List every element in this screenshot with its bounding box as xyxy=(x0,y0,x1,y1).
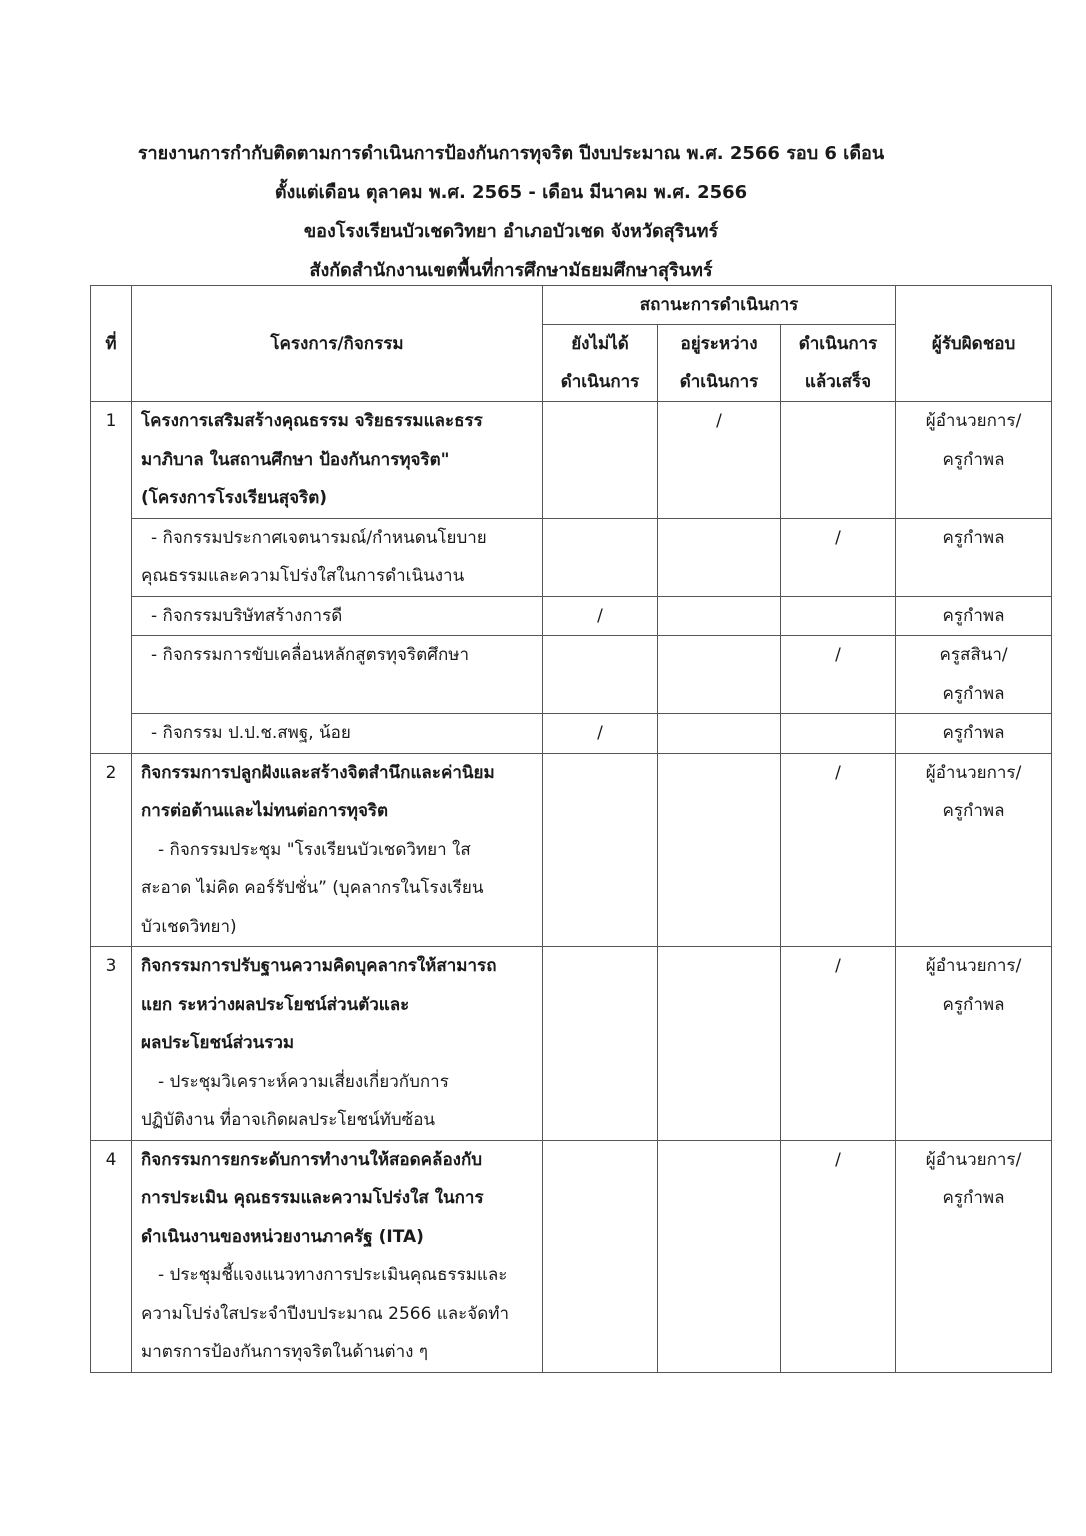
activity-line: บัวเชดวิทยา) xyxy=(141,916,237,937)
responsible-cell xyxy=(896,636,1052,714)
status-in-progress-cell xyxy=(658,518,781,596)
status-mark: / xyxy=(597,605,603,626)
responsible-line: ครูกำพล xyxy=(942,449,1005,470)
header-responsible: ผู้รับผิดชอบ xyxy=(896,286,1052,402)
activity-line: ปฏิบัติงาน ที่อาจเกิดผลประโยชน์ทับซ้อน xyxy=(141,1110,436,1130)
project-cell xyxy=(132,753,543,947)
header-not-started-line1: ยังไม่ได้ xyxy=(571,334,629,354)
status-done-cell xyxy=(781,714,896,754)
project-title-line: มาภิบาล ในสถานศึกษา ป้องกันการทุจริต" xyxy=(141,449,450,470)
row-number xyxy=(91,1140,132,1372)
project-cell xyxy=(132,1140,543,1372)
project-cell xyxy=(132,596,543,636)
report-office: สังกัดสำนักงานเขตพื้นที่การศึกษามัธยมศึกษาสุรินทร์ xyxy=(309,260,713,281)
status-not-started-cell xyxy=(543,596,658,636)
status-not-started-cell xyxy=(543,402,658,519)
status-done-cell xyxy=(781,1140,896,1372)
status-in-progress-cell xyxy=(658,636,781,714)
responsible-line: ครูกำพล xyxy=(942,527,1005,548)
responsible-cell xyxy=(896,947,1052,1141)
project-title-line: กิจกรรมการยกระดับการทำงานให้สอดคล้องกับ xyxy=(141,1149,483,1170)
activity-line: มาตรการป้องกันการทุจริตในด้านต่าง ๆ xyxy=(141,1342,428,1362)
activity-line: - ประชุมวิเคราะห์ความเสี่ยงเกี่ยวกับการ xyxy=(158,1071,449,1092)
project-title-line: โครงการเสริมสร้างคุณธรรม จริยธรรมและธรร xyxy=(141,411,483,431)
status-done-cell xyxy=(781,596,896,636)
responsible-line: ครูกำพล xyxy=(942,605,1005,626)
project-cell xyxy=(132,402,543,519)
project-title-line: กิจกรรมการปลูกฝังและสร้างจิตสำนึกและค่านิยม xyxy=(141,762,495,783)
status-done-cell xyxy=(781,636,896,714)
activity-line: - กิจกรรมการขับเคลื่อนหลักสูตรทุจริตศึกษา xyxy=(151,645,470,665)
activity-line: สะอาด ไม่คิด คอร์รัปชั่น” (บุคลากรในโรงเรียน xyxy=(141,878,484,898)
row-number-text: 3 xyxy=(105,956,117,976)
responsible-cell xyxy=(896,518,1052,596)
responsible-cell xyxy=(896,714,1052,754)
status-not-started-cell xyxy=(543,1140,658,1372)
project-title-line: การต่อต้านและไม่ทนต่อการทุจริต xyxy=(141,801,389,821)
project-title-line: การประเมิน คุณธรรมและความโปร่งใส ในการ xyxy=(141,1188,484,1208)
responsible-cell xyxy=(896,753,1052,947)
status-mark: / xyxy=(716,411,722,431)
status-mark: / xyxy=(835,762,841,783)
responsible-line: ผู้อำนวยการ/ xyxy=(925,956,1022,976)
status-in-progress-cell xyxy=(658,402,781,519)
table-row xyxy=(91,636,1052,714)
status-done-cell xyxy=(781,402,896,519)
activity-line: - กิจกรรมประกาศเจตนารมณ์/กำหนดนโยบาย xyxy=(151,527,487,548)
status-in-progress-cell xyxy=(658,753,781,947)
header-done-line2: แล้วเสร็จ xyxy=(804,372,872,392)
status-in-progress-cell xyxy=(658,947,781,1141)
header-status: สถานะการดำเนินการ xyxy=(543,286,896,325)
header-done xyxy=(781,325,896,402)
report-heading xyxy=(0,134,1022,290)
table-row xyxy=(91,402,1052,519)
project-cell xyxy=(132,636,543,714)
report-period: ตั้งแต่เดือน ตุลาคม พ.ศ. 2565 - เดือน มีนาคม พ.ศ. 2566 xyxy=(274,182,748,203)
header-in-progress xyxy=(658,325,781,402)
status-mark: / xyxy=(835,645,841,665)
status-mark: / xyxy=(835,527,841,548)
status-mark: / xyxy=(835,956,841,976)
header-no: ที่ xyxy=(91,286,132,402)
project-title-line: ผลประโยชน์ส่วนรวม xyxy=(141,1033,295,1053)
status-done-cell xyxy=(781,518,896,596)
status-done-cell xyxy=(781,947,896,1141)
status-in-progress-cell xyxy=(658,1140,781,1372)
table-row xyxy=(91,1140,1052,1372)
project-cell xyxy=(132,947,543,1141)
responsible-line: ผู้อำนวยการ/ xyxy=(925,411,1022,431)
header-done-line1: ดำเนินการ xyxy=(798,334,878,354)
activity-line: - ประชุมชี้แจงแนวทางการประเมินคุณธรรมและ xyxy=(158,1265,508,1285)
responsible-line: ครูกำพล xyxy=(942,994,1005,1015)
status-not-started-cell xyxy=(543,714,658,754)
responsible-line: ผู้อำนวยการ/ xyxy=(925,1149,1022,1170)
activity-line: ความโปร่งใสประจำปีงบประมาณ 2566 และจัดทำ xyxy=(141,1303,510,1324)
row-number xyxy=(91,753,132,947)
header-in-progress-line2: ดำเนินการ xyxy=(679,372,759,392)
report-table xyxy=(90,285,1052,1373)
table-row xyxy=(91,596,1052,636)
header-not-started-line2: ดำเนินการ xyxy=(560,372,640,392)
responsible-line: ครูกำพล xyxy=(942,1188,1005,1208)
report-title: รายงานการกำกับติดตามการดำเนินการป้องกันการทุจริต ปีงบประมาณ พ.ศ. 2566 รอบ 6 เดือน xyxy=(137,143,885,164)
row-number-text: 4 xyxy=(105,1149,117,1170)
project-title-line: ดำเนินงานของหน่วยงานภาครัฐ (ITA) xyxy=(141,1226,424,1247)
status-in-progress-cell xyxy=(658,596,781,636)
table-row xyxy=(91,714,1052,754)
responsible-line: ครูกำพล xyxy=(942,723,1005,743)
project-title-line: (โครงการโรงเรียนสุจริต) xyxy=(141,488,328,508)
status-not-started-cell xyxy=(543,753,658,947)
project-title-line: แยก ระหว่างผลประโยชน์ส่วนตัวและ xyxy=(141,994,410,1015)
activity-line: คุณธรรมและความโปร่งใสในการดำเนินงาน xyxy=(141,566,465,586)
activity-line: - กิจกรรม ป.ป.ช.สพฐ, น้อย xyxy=(151,723,351,743)
status-done-cell xyxy=(781,753,896,947)
table-row xyxy=(91,753,1052,947)
header-project: โครงการ/กิจกรรม xyxy=(132,286,543,402)
activity-line: - กิจกรรมประชุม "โรงเรียนบัวเชดวิทยา ใส xyxy=(158,839,471,860)
project-cell xyxy=(132,518,543,596)
header-not-started xyxy=(543,325,658,402)
status-not-started-cell xyxy=(543,518,658,596)
report-school: ของโรงเรียนบัวเชดวิทยา อำเภอบัวเชด จังหวัดสุรินทร์ xyxy=(303,221,719,242)
status-not-started-cell xyxy=(543,636,658,714)
header-in-progress-line1: อยู่ระหว่าง xyxy=(680,334,758,354)
status-not-started-cell xyxy=(543,947,658,1141)
responsible-cell xyxy=(896,596,1052,636)
responsible-line: ผู้อำนวยการ/ xyxy=(925,762,1022,783)
responsible-cell xyxy=(896,1140,1052,1372)
row-number-text: 1 xyxy=(105,411,117,431)
responsible-cell xyxy=(896,402,1052,519)
status-mark: / xyxy=(835,1149,841,1170)
activity-line: - กิจกรรมบริษัทสร้างการดี xyxy=(151,605,343,626)
responsible-line: ครูกำพล xyxy=(942,801,1005,821)
table-row xyxy=(91,947,1052,1141)
row-number xyxy=(91,947,132,1141)
project-title-line: กิจกรรมการปรับฐานความคิดบุคลากรให้สามารถ xyxy=(141,956,497,976)
responsible-line: ครูกำพล xyxy=(942,683,1005,704)
project-cell xyxy=(132,714,543,754)
status-mark: / xyxy=(597,723,603,743)
table-row xyxy=(91,518,1052,596)
row-number xyxy=(91,402,132,754)
row-number-text: 2 xyxy=(105,762,117,783)
status-in-progress-cell xyxy=(658,714,781,754)
responsible-line: ครูสสินา/ xyxy=(939,645,1008,665)
